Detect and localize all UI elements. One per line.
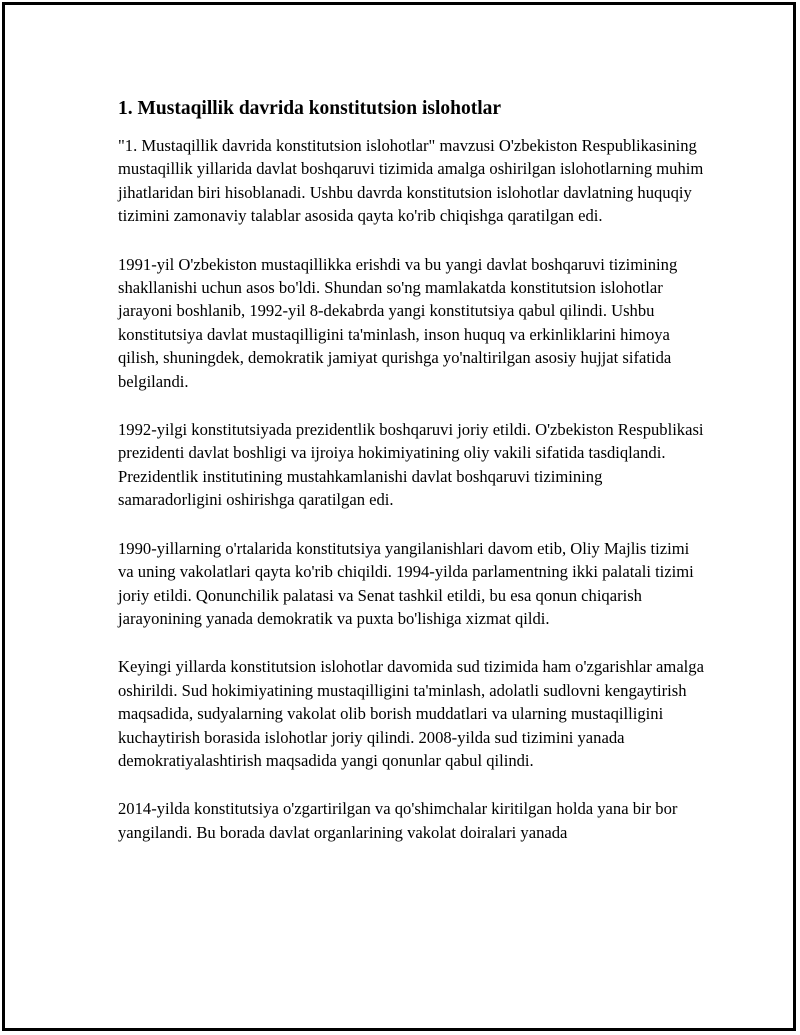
document-heading: 1. Mustaqillik davrida konstitutsion islohotlar — [118, 98, 502, 119]
paragraph-1: "1. Mustaqillik davrida konstitutsion islohotlar" mavzusi O'zbekiston Respublikasining mustaqillik yillarida davlat boshqaruvi tizimida amalga oshirilgan islohotlarning muhim jihatlaridan biri hisoblanadi. Ushbu davrda konstitutsion islohotlar davlatning huquqiy tizimini zamonaviy talablar asosida qayta ko'rib chiqishga qaratilgan edi. — [118, 136, 704, 226]
paragraph-2: 1991-yil O'zbekiston mustaqillikka erishdi va bu yangi davlat boshqaruvi tizimining shakllanishi uchun asos bo'ldi. Shundan so'ng mamlakatda konstitutsion islohotlar jarayoni boshlanib, 1992-yil 8-dekabrda yangi konstitutsiya qabul qilindi. Ushbu konstitutsiya davlat mustaqilligini ta'minlash, inson huquq va erkinliklarini himoya qilish, shuningdek, demokratik jamiyat qurishga yo'naltirilgan asosiy hujjat sifatida belgilandi. — [118, 254, 678, 391]
paragraph-4: 1990-yillarning o'rtalarida konstitutsiya yangilanishlari davom etib, Oliy Majlis tizimi va uning vakolatlari qayta ko'rib chiqildi. 1994-yilda parlamentning ikki palatali tizimi joriy etildi. Qonunchilik palatasi va Senat tashkil etildi, bu esa qonun chiqarish jarayonining yanada demokratik va puxta bo'lishiga xizmat qildi. — [118, 538, 694, 628]
paragraph-6: 2014-yilda konstitutsiya o'zgartirilgan va qo'shimchalar kiritilgan holda yana bir bor yangilandi. Bu borada davlat organlarining vakolat doiralari yanada — [118, 799, 678, 842]
document-page — [2, 2, 796, 1031]
paragraph-3: 1992-yilgi konstitutsiyada prezidentlik boshqaruvi joriy etildi. O'zbekiston Respublikasi prezidenti davlat boshligi va ijroiya hokimiyatining oliy vakili sifatida tasdiqlandi. Prezidentlik institutining mustahkamlanishi davlat boshqaruvi tizimining samaradorligini oshirishga qaratilgan edi. — [118, 420, 704, 510]
paragraph-5: Keyingi yillarda konstitutsion islohotlar davomida sud tizimida ham o'zgarishlar amalga oshirildi. Sud hokimiyatining mustaqilligini ta'minlash, adolatli sudlovni kengaytirish maqsadida, sudyalarning vakolat olib borish muddatlari va ularning mustaqilligini kuchaytirish borasida islohotlar joriy qilindi. 2008-yilda sud tizimini yanada demokratiyalashtirish maqsadida yangi qonunlar qabul qilindi. — [118, 657, 704, 770]
document-body — [118, 95, 708, 869]
